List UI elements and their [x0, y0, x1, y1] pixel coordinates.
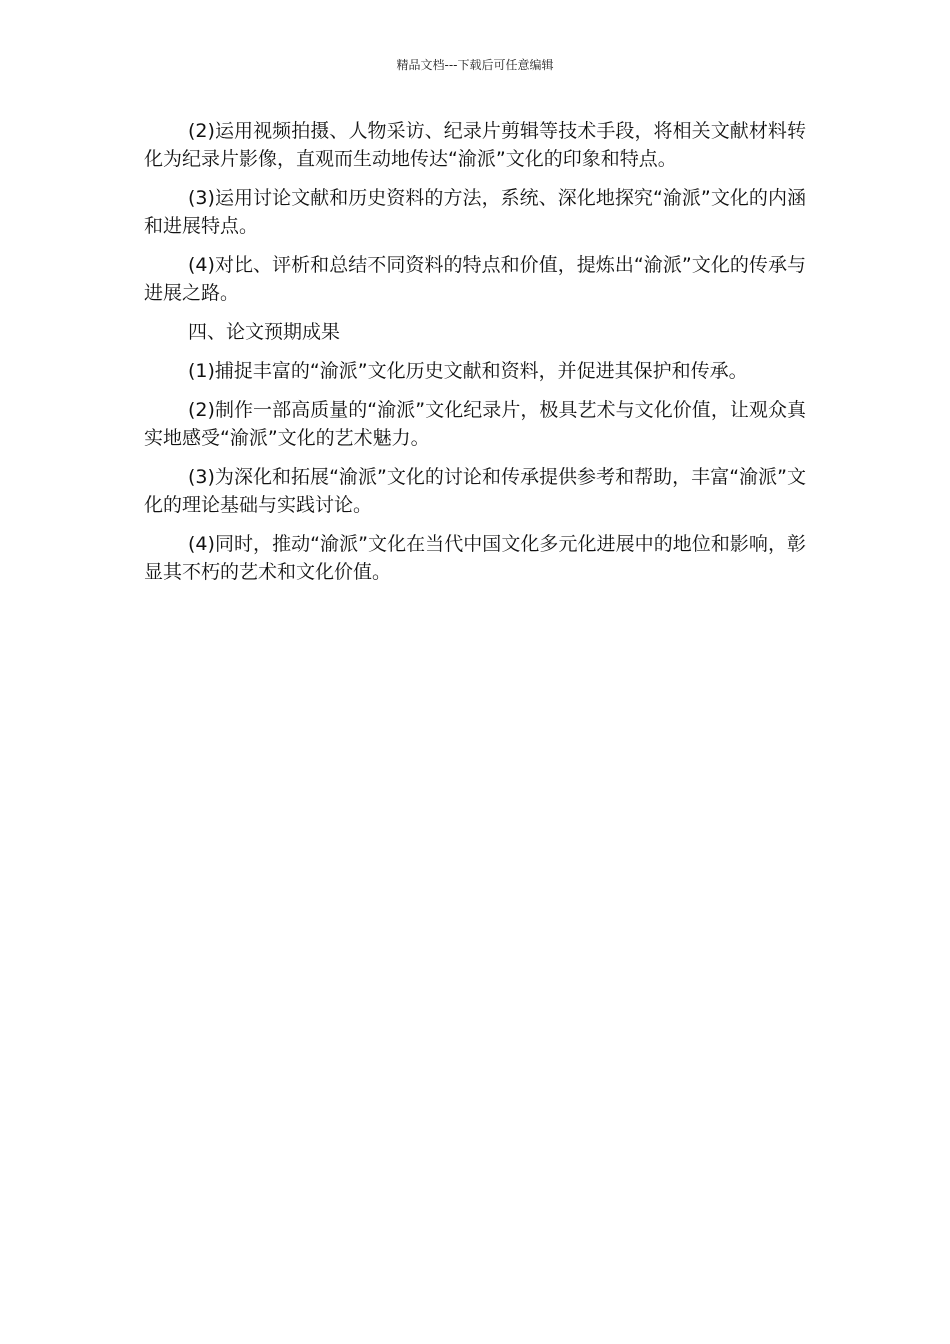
method-item-3: (3)运用讨论文献和历史资料的方法，系统、深化地探究“渝派”文化的内涵和进展特点。 [144, 187, 806, 237]
method-item-4: (4)对比、评析和总结不同资料的特点和价值，提炼出“渝派”文化的传承与进展之路。 [144, 254, 806, 304]
method-item-2: (2)运用视频拍摄、人物采访、纪录片剪辑等技术手段，将相关文献材料转化为纪录片影像，直观而生动地传达“渝派”文化的印象和特点。 [144, 120, 806, 170]
section-heading-expected-results: 四、论文预期成果 [188, 321, 341, 343]
result-item-4: (4)同时，推动“渝派”文化在当代中国文化多元化进展中的地位和影响，彰显其不朽的艺术和文化价值。 [144, 533, 806, 583]
document-body [144, 117, 806, 597]
result-item-2: (2)制作一部高质量的“渝派”文化纪录片，极具艺术与文化价值，让观众真实地感受“渝派”文化的艺术魅力。 [144, 399, 806, 449]
result-item-3: (3)为深化和拓展“渝派”文化的讨论和传承提供参考和帮助，丰富“渝派”文化的理论基础与实践讨论。 [144, 466, 806, 516]
page-header: 精品文档---下载后可任意编辑 [396, 58, 554, 72]
result-item-1: (1)捕捉丰富的“渝派”文化历史文献和资料，并促进其保护和传承。 [188, 360, 748, 382]
